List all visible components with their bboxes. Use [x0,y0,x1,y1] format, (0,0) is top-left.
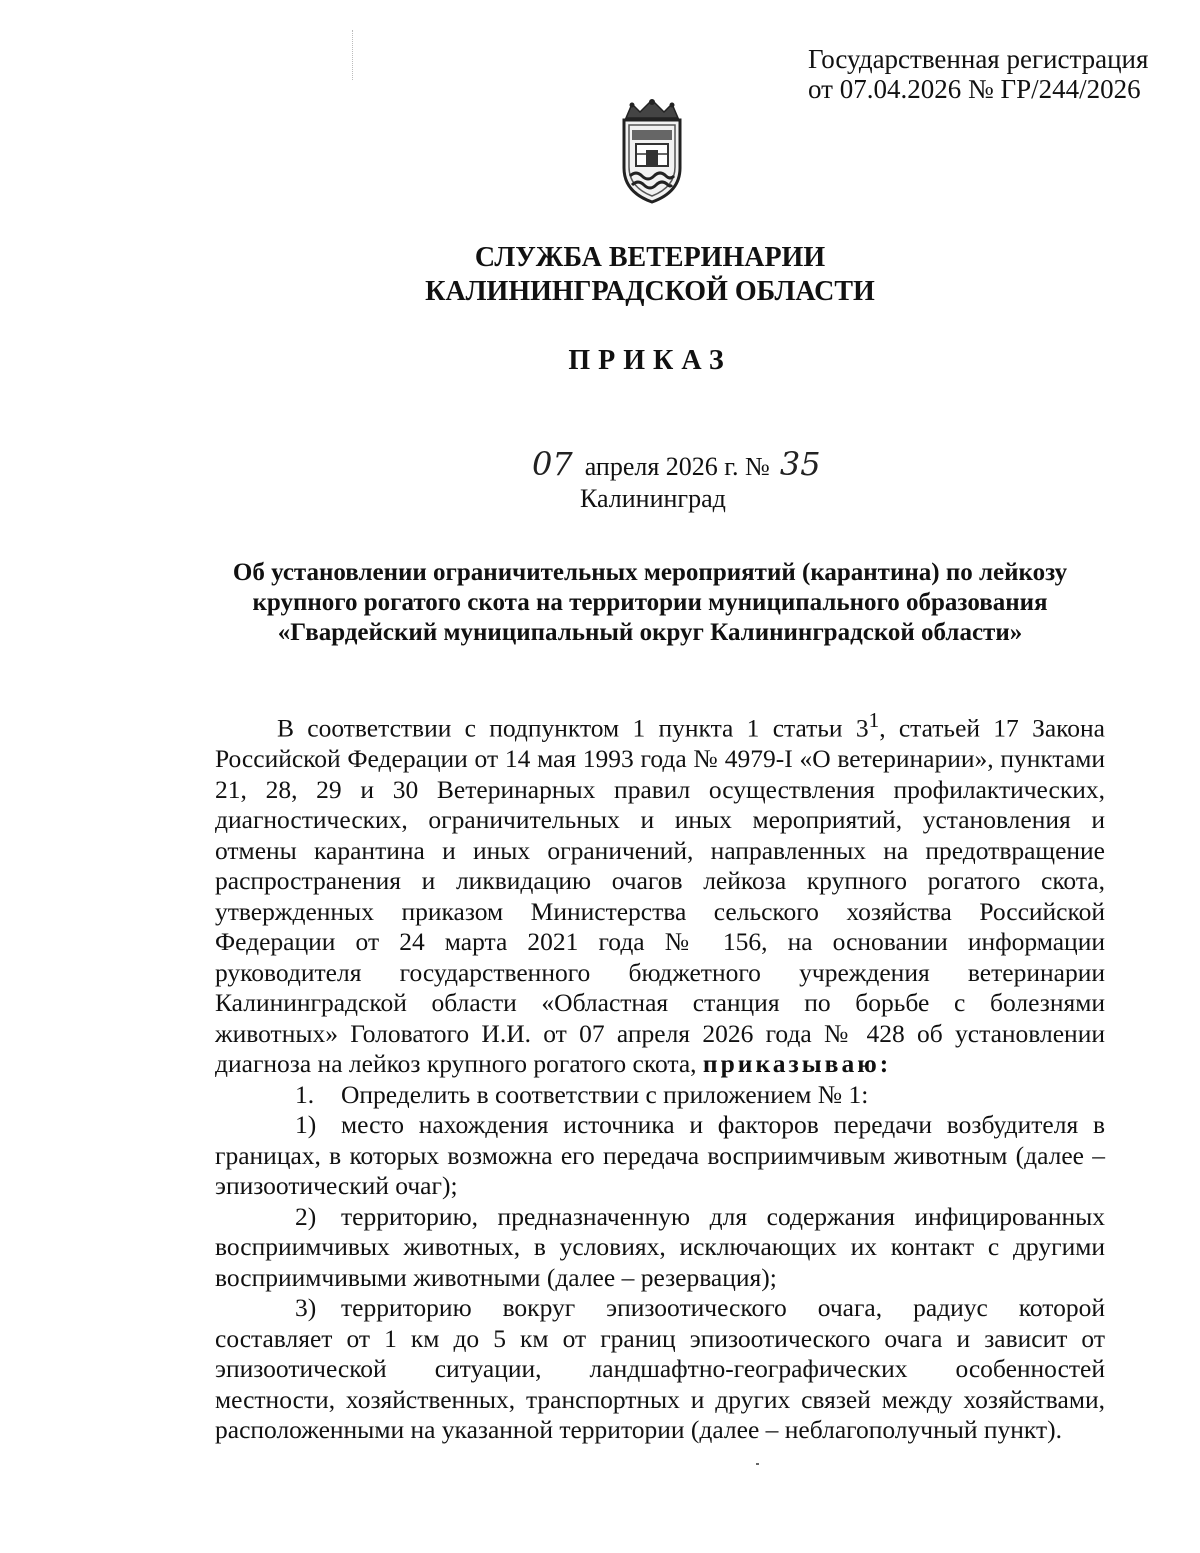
item-number: 1) [295,1110,317,1139]
intro-part-2: , статьей 17 Закона Российской Федерации от 14 мая 1993 года № 4979-I «О ветеринарии», пунктами 21, 28, 29 и 30 Ветеринарных правил осуществления профилактических, диагностических, ограничительных и иных мероприятий, установления и отмены карантина и иных ограничений, направленных на предотвращение распространения и ликвидацию очагов лейкоза крупного рогатого скота, утвержденных приказом Министерства сельского хозяйства Российской Федерации от 24 марта 2021 года № 156, на основании информации руководителя государственного бюджетного учреждения ветеринарии Калининградской области «Областная станция по борьбе с болезнями животных» Головатого И.И. от 07 апреля 2026 года № 428 об установлении диагноза на лейкоз крупного рогатого скота, [215,713,1105,1078]
list-item [215,1080,1105,1111]
date-line [532,445,821,483]
handwritten-order-number: 35 [779,445,821,483]
item-text: территорию, предназначенную для содержания инфицированных восприимчивых животных, в условиях, исключающих их контакт с другими восприимчивыми животными (далее – резервация); [215,1201,1105,1292]
agency-line-1: СЛУЖБА ВЕТЕРИНАРИИ [474,242,826,273]
list-item [215,1293,1105,1446]
list-item [215,1202,1105,1294]
intro-superscript: 1 [868,708,880,732]
intro-part-1: В соответствии с подпунктом 1 пункта 1 статьи 3 [277,713,869,743]
month-year: апреля 2026 г. № [584,452,770,481]
city-name: Калининград [580,484,726,513]
document-type-heading: ПРИКАЗ [568,345,732,376]
order-body [215,705,1105,1446]
item-text: территорию вокруг эпизоотического очага, радиус которой составляет от 1 км до 5 км от границ эпизоотического очага и зависит от эпизоотической ситуации, ландшафтно-географических особенностей местности, хозяйственных, транспортных и других связей между хозяйствами, расположенными на указанной территории (далее – неблагополучный пункт). [215,1293,1105,1444]
title-line-3: «Гвардейский муниципальный округ Калининградской области» [277,619,1023,646]
item-number: 1. [295,1079,315,1109]
title-line-2: крупного рогатого скота на территории муниципального образования [252,589,1048,616]
registration-line-1: Государственная регистрация [808,44,1149,74]
agency-name [300,241,1000,309]
list-item [215,1110,1105,1202]
item-text: Определить в соответствии с приложением № 1: [341,1079,869,1109]
agency-line-2: КАЛИНИНГРАДСКОЙ ОБЛАСТИ [425,276,875,307]
scan-artifact-dot [756,1463,759,1465]
coat-of-arms-icon [612,96,692,206]
intro-paragraph [215,705,1105,1080]
coat-of-arms-graphic [612,96,692,206]
registration-stamp [808,44,1168,104]
handwritten-day: 07 [532,445,573,483]
registration-line-2: от 07.04.2026 № ГР/244/2026 [808,74,1141,104]
order-word: приказываю: [702,1049,892,1078]
item-number: 2) [295,1201,317,1231]
item-text: место нахождения источника и факторов передачи возбудителя в границах, в которых возможна его передача восприимчивым животным (далее – эпизоотический очаг); [215,1110,1105,1200]
item-number: 3) [295,1293,317,1322]
order-title [190,558,1110,648]
scan-artifact [352,30,355,80]
title-line-1: Об установлении ограничительных мероприятий (карантина) по лейкозу [232,559,1068,586]
